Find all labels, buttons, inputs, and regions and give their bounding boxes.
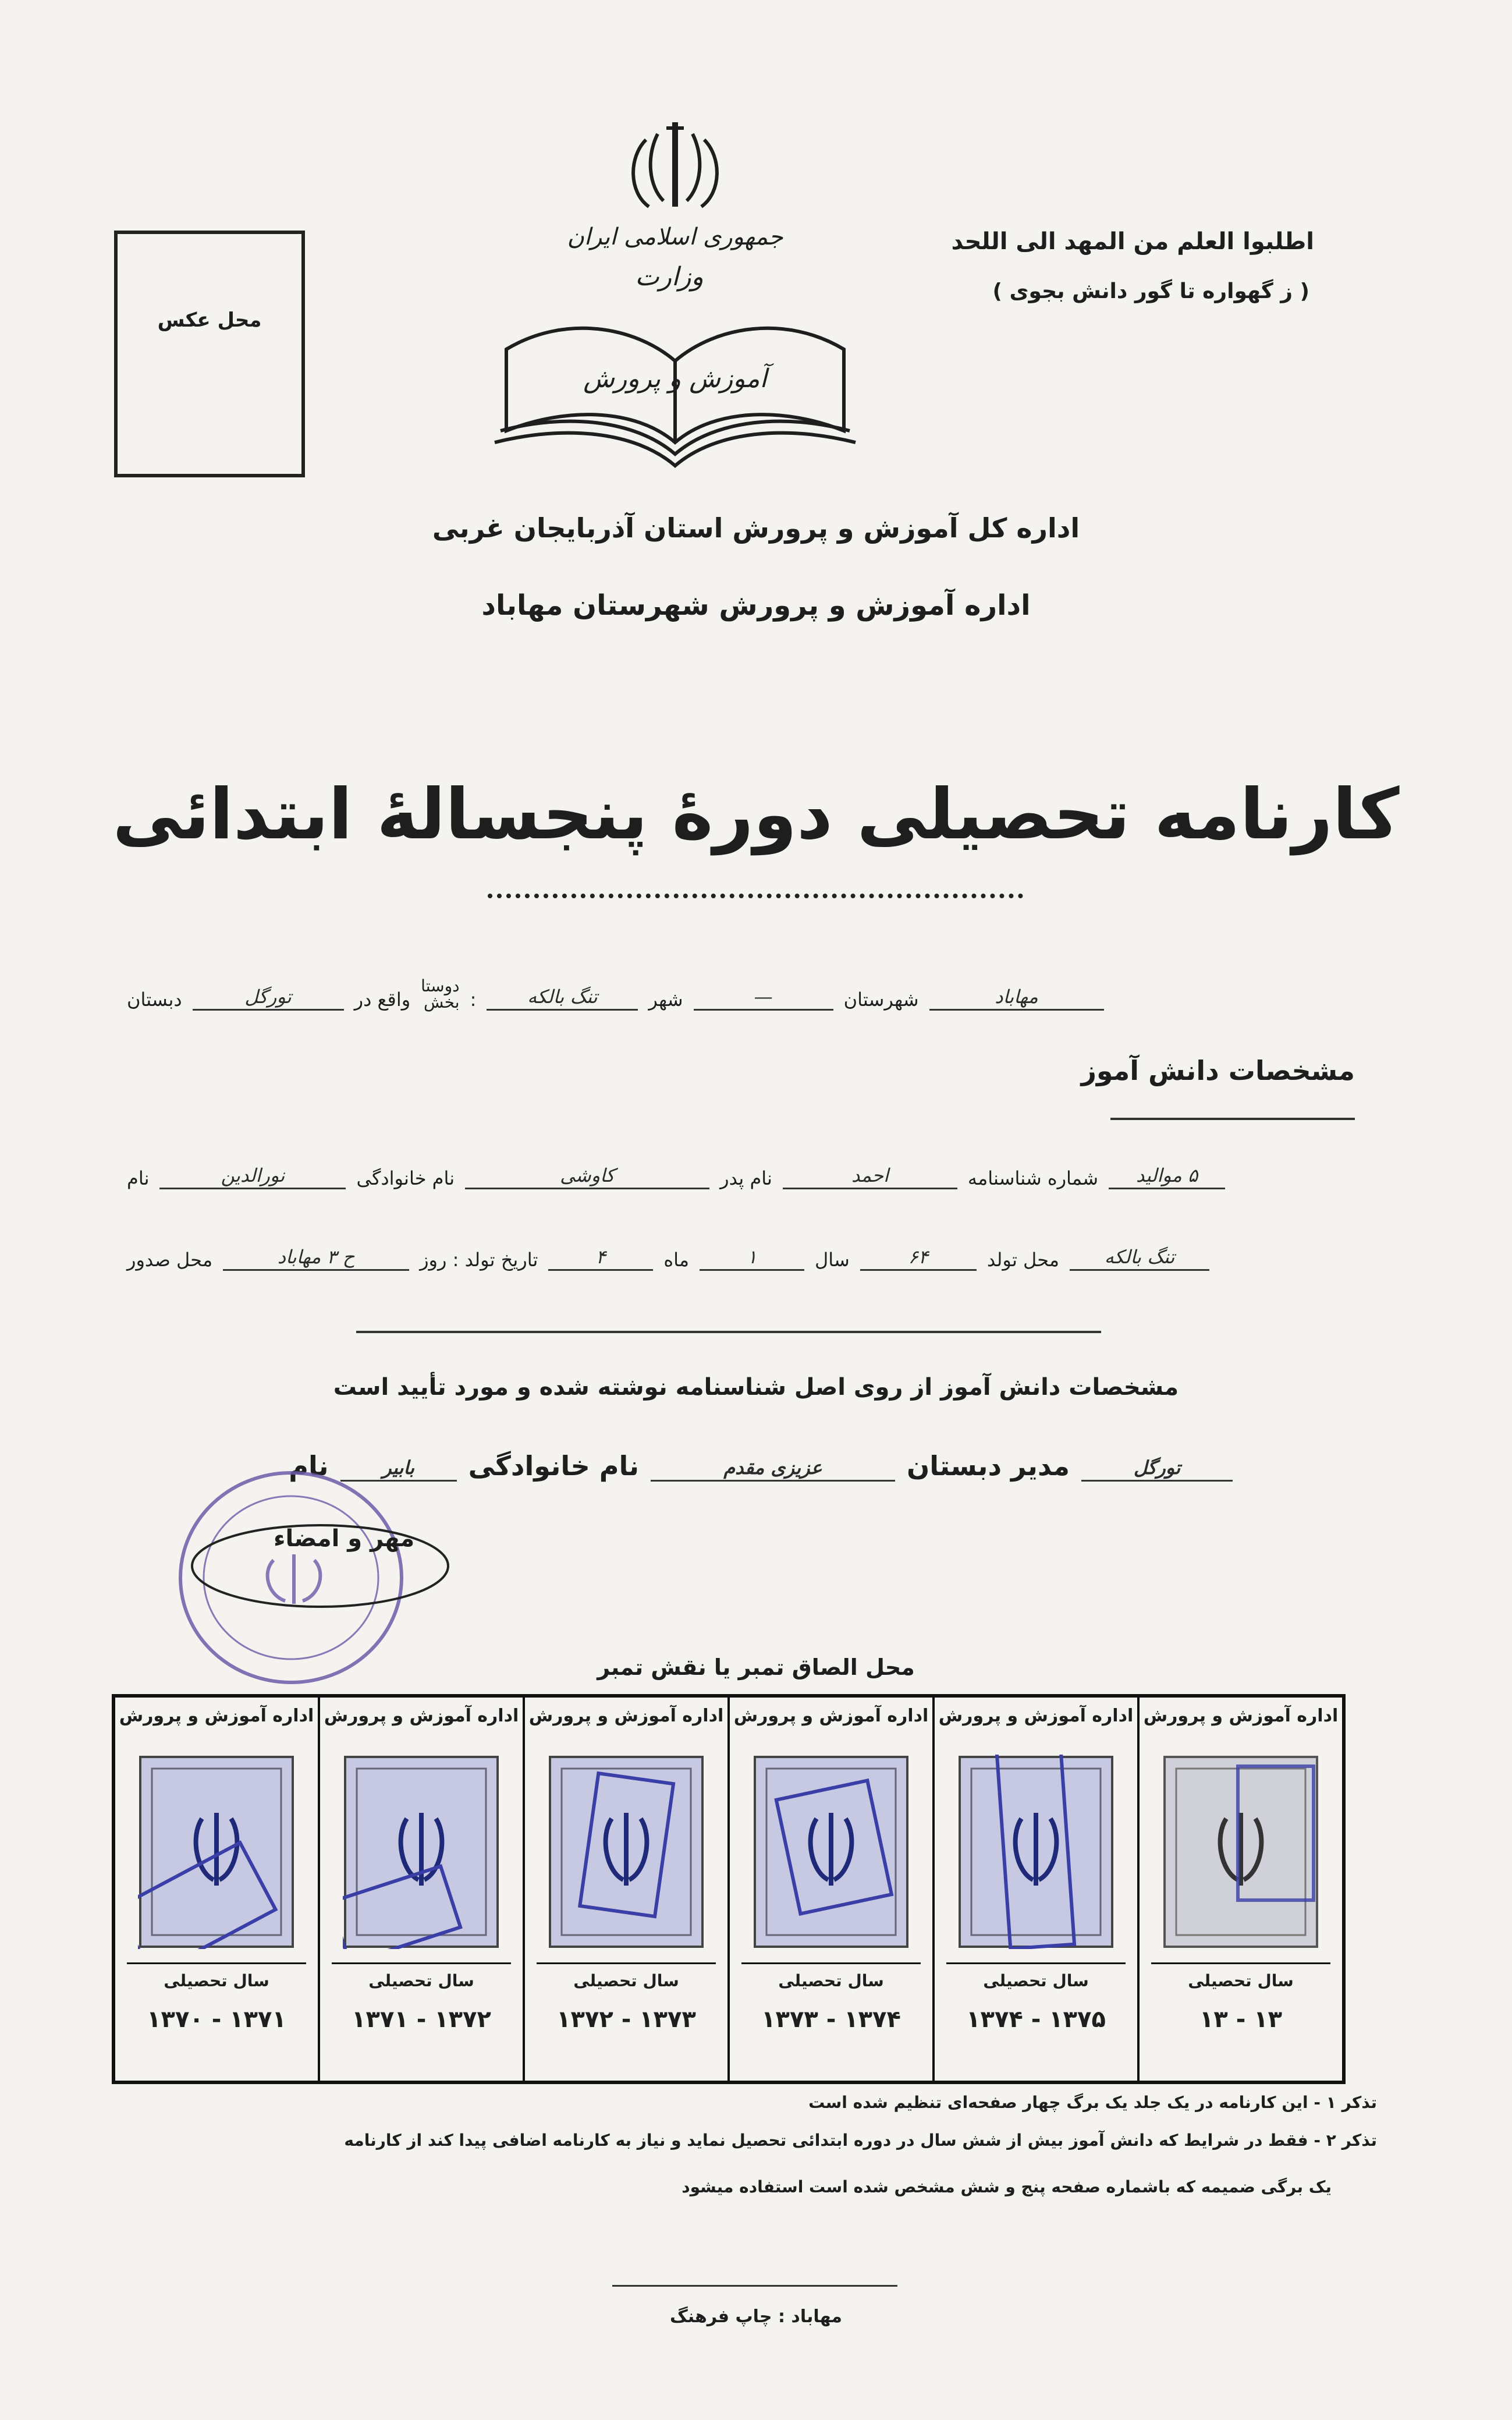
seal-label: مهر و امضاء [274, 1525, 415, 1552]
office-county: اداره آموزش و پرورش شهرستان مهاباد [481, 589, 1031, 622]
photo-placeholder [114, 231, 305, 477]
school-years: ۱۳۷۰ - ۱۳۷۱ [147, 2006, 286, 2033]
family-label: نام خانوادگی [356, 1167, 455, 1189]
divider [356, 1331, 1101, 1333]
director-family-field: عزیزی مقدم [651, 1450, 895, 1482]
director-title-label: مدیر دبستان [907, 1450, 1070, 1482]
school-years: ۱۳۷۲ - ۱۳۷۳ [556, 2006, 696, 2033]
stamp-table [112, 1694, 1346, 2084]
year-label: سال تحصیلی [164, 1971, 269, 1990]
director-name-label: نام [289, 1450, 329, 1482]
svg-text:آموزش و پرورش: آموزش و پرورش [583, 364, 767, 394]
section-underline [1110, 1118, 1355, 1120]
revenue-stamp-icon [548, 1755, 705, 1949]
village-field: تنگ بالکه [487, 986, 638, 1011]
director-name-field: بابیر [340, 1450, 457, 1482]
stamp-caption: محل الصاق تمبر یا نقش تمبر [597, 1654, 915, 1680]
year-label: سال تحصیلی [778, 1971, 884, 1990]
cell-title: اداره آموزش و پرورش [733, 1706, 929, 1726]
birthplace-label: محل تولد [986, 1249, 1060, 1271]
motto-persian: ( ز گهواره تا گور دانش بجوی ) [992, 279, 1309, 303]
note-3: یک برگی ضمیمه که باشماره صفحه پنج و شش مشخص شده است استفاده میشود [682, 2177, 1332, 2196]
stamp-cell [318, 1698, 523, 2081]
school-label: دبستان [127, 988, 182, 1011]
note-2: تذکر ۲ - فقط در شرایط که دانش آموز بیش از شش سال در دوره ابتدائی تحصیل نماید و نیاز به کارنامه اضافی پیدا کند از کارنامه [344, 2131, 1377, 2150]
cell-title: اداره آموزش و پرورش [1143, 1706, 1339, 1726]
school-years: ۱۳ - ۱۳ [1199, 2006, 1283, 2033]
verification-text: مشخصات دانش آموز از روی اصل شناسنامه نوشته شده و مورد تأیید است [333, 1374, 1179, 1401]
student-row-2 [127, 1246, 1355, 1271]
name-label: نام [127, 1167, 150, 1189]
revenue-stamp-icon [1162, 1755, 1319, 1949]
cell-title: اداره آموزش و پرورش [324, 1706, 519, 1726]
school-field: تورگل [193, 986, 344, 1011]
city-label: شهر [648, 988, 683, 1011]
father-label: نام پدر [720, 1167, 772, 1189]
birthplace-field: تنگ بالکه [1070, 1246, 1209, 1271]
ministry-logo [471, 105, 879, 477]
revenue-stamp-icon [753, 1755, 910, 1949]
stamp-cell [115, 1698, 318, 2081]
cell-title: اداره آموزش و پرورش [528, 1706, 724, 1726]
motto-arabic: اطلبوا العلم من المهد الی اللحد [951, 228, 1314, 255]
photo-label: محل عکس [157, 309, 262, 332]
school-years: ۱۳۷۳ - ۱۳۷۴ [761, 2006, 901, 2033]
cell-title: اداره آموزش و پرورش [938, 1706, 1134, 1726]
stamp-cell [1137, 1698, 1342, 2081]
id-field: ۵ موالید [1109, 1164, 1225, 1189]
month-label: ماه [663, 1249, 690, 1271]
note-1: تذکر ۱ - این کارنامه در یک جلد یک برگ چهار صفحه‌ای تنظیم شده است [808, 2093, 1377, 2112]
year-field: ۶۴ [860, 1246, 977, 1271]
year-label: سال تحصیلی [368, 1971, 474, 1990]
school-years: ۱۳۷۱ - ۱۳۷۲ [352, 2006, 491, 2033]
year-label: سال [815, 1249, 850, 1271]
revenue-stamp-icon [957, 1755, 1115, 1949]
director-school-field: تورگل [1081, 1450, 1233, 1482]
cell-title: اداره آموزش و پرورش [119, 1706, 314, 1726]
svg-text:وزارت: وزارت [635, 262, 704, 292]
revenue-stamp-icon [343, 1755, 500, 1949]
stamp-cell [727, 1698, 932, 2081]
seal-icon [175, 1444, 466, 1688]
school-years: ۱۳۷۴ - ۱۳۷۵ [966, 2006, 1106, 2033]
year-label: سال تحصیلی [983, 1971, 1089, 1990]
year-label: سال تحصیلی [1188, 1971, 1294, 1990]
revenue-stamp-icon [138, 1755, 295, 1949]
director-family-label: نام خانوادگی [468, 1450, 640, 1482]
emblem-icon [471, 105, 879, 477]
county-field: مهاباد [929, 986, 1104, 1011]
student-row-1 [127, 1164, 1355, 1189]
office-province: اداره کل آموزش و پرورش استان آذربایجان غربی [432, 512, 1080, 544]
birth-date-label: تاریخ تولد : روز [420, 1249, 538, 1271]
year-label: سال تحصیلی [573, 1971, 679, 1990]
title-underline [488, 894, 1023, 898]
city-field: — [694, 986, 833, 1011]
family-field: کاوشی [465, 1164, 709, 1189]
day-field: ۴ [548, 1246, 653, 1271]
school-seal [175, 1444, 466, 1688]
footer-divider [612, 2285, 897, 2287]
issue-label: محل صدور [127, 1249, 213, 1271]
svg-text:جمهوری اسلامی ایران: جمهوری اسلامی ایران [567, 224, 783, 250]
school-row: دبستان تورگل واقع در دوستا بخش : تنگ بالکه شهر — شهرستان مهاباد [127, 978, 1355, 1011]
month-field: ۱ [700, 1246, 804, 1271]
county-label: شهرستان [843, 988, 919, 1011]
id-label: شماره شناسنامه [967, 1167, 1099, 1189]
student-section-title: مشخصات دانش آموز [1081, 1055, 1355, 1086]
page-title: کارنامه تحصیلی دورهٔ پنجسالهٔ ابتدائی [112, 774, 1400, 855]
father-field: احمد [783, 1164, 957, 1189]
located-label: واقع در [354, 988, 411, 1011]
name-field: نورالدین [159, 1164, 346, 1189]
issue-field: ح ۳ مهاباد [223, 1246, 409, 1271]
printer-footer: مهاباد : چاپ فرهنگ [669, 2306, 842, 2327]
stamp-cell [523, 1698, 727, 2081]
village-district-label: دوستا بخش [421, 976, 460, 1012]
stamp-cell [932, 1698, 1137, 2081]
